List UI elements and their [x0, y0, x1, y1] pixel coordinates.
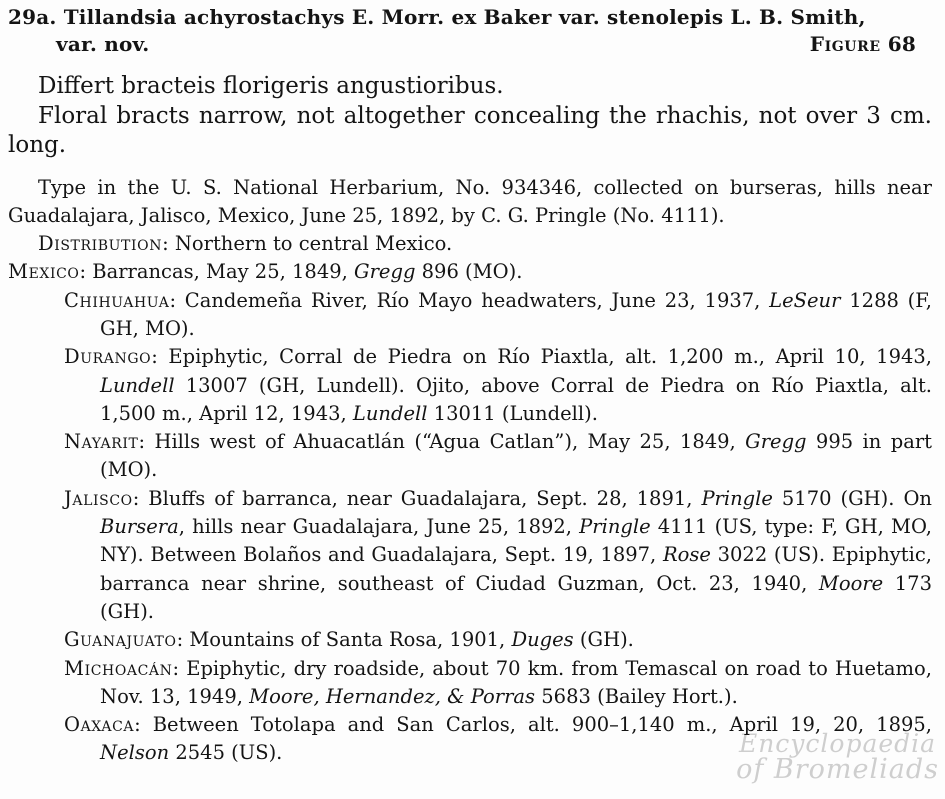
locality-record: Durango: Epiphytic, Corral de Piedra on Río Piaxtla, alt. 1,200 m., April 10, 1943, Lundell 13007 (GH, Lundell). Ojito, above Corral de Piedra on Río Piaxtla, alt. 1,500 m., April 12, 1943, Lundell 13011 (Lundell).: [64, 345, 932, 425]
locality-record: Mexico: Barrancas, May 25, 1849, Gregg 896 (MO).: [8, 260, 523, 284]
heading-var-nov: var. nov.: [56, 32, 150, 56]
locality-record: Chihuahua: Candemeña River, Río Mayo headwaters, June 23, 1937, LeSeur 1288 (F, GH, MO).: [64, 288, 932, 340]
locality-record: Jalisco: Bluffs of barranca, near Guadalajara, Sept. 28, 1891, Pringle 5170 (GH). On Bursera, hills near Guadalajara, June 25, 1892, Pringle 4111 (US, type: F, GH, MO, NY). Between Bolaños and Guadalajara, Sept. 19, 1897, Rose 3022 (US). Epiphytic, barranca near shrine, southeast of Ciudad Guzman, Oct. 23, 1940, Moore 173 (GH).: [64, 486, 932, 623]
watermark-line2: of Bromeliads: [736, 754, 939, 785]
type-paragraph: Type in the U. S. National Herbarium, No. 934346, collected on burseras, hills near Guadalajara, Jalisco, Mexico, June 25, 1892, by C. G. Pringle (No. 4111).: [8, 175, 932, 227]
page-content: [8, 4, 932, 768]
english-description: Floral bracts narrow, not altogether concealing the rhachis, not over 3 cm. long.: [8, 102, 932, 158]
watermark-line1: Encyclopaedia: [738, 729, 937, 758]
locality-record: Oaxaca: Between Totolapa and San Carlos, alt. 900–1,140 m., April 19, 20, 1895, Nelson 2545 (US).: [64, 713, 932, 765]
locality-record: Michoacán: Epiphytic, dry roadside, about 70 km. from Temascal on road to Huetamo, Nov. 13, 1949, Moore, Hernandez, & Porras 5683 (Bailey Hort.).: [64, 656, 932, 708]
locality-record: Nayarit: Hills west of Ahuacatlán (“Agua Catlan”), May 25, 1849, Gregg 995 in part (MO).: [64, 430, 932, 482]
heading-line1: 29a. Tillandsia achyrostachys E. Morr. ex Baker var. stenolepis L. B. Smith,: [8, 5, 866, 29]
distribution-paragraph: Distribution: Northern to central Mexico.: [38, 232, 453, 256]
latin-diagnosis: Differt bracteis florigeris angustioribus.: [38, 73, 504, 99]
locality-record: Guanajuato: Mountains of Santa Rosa, 1901, Duges (GH).: [64, 628, 634, 652]
heading-line2: [8, 31, 932, 58]
figure-reference: Figure 68: [809, 32, 916, 56]
species-heading: [8, 4, 932, 58]
